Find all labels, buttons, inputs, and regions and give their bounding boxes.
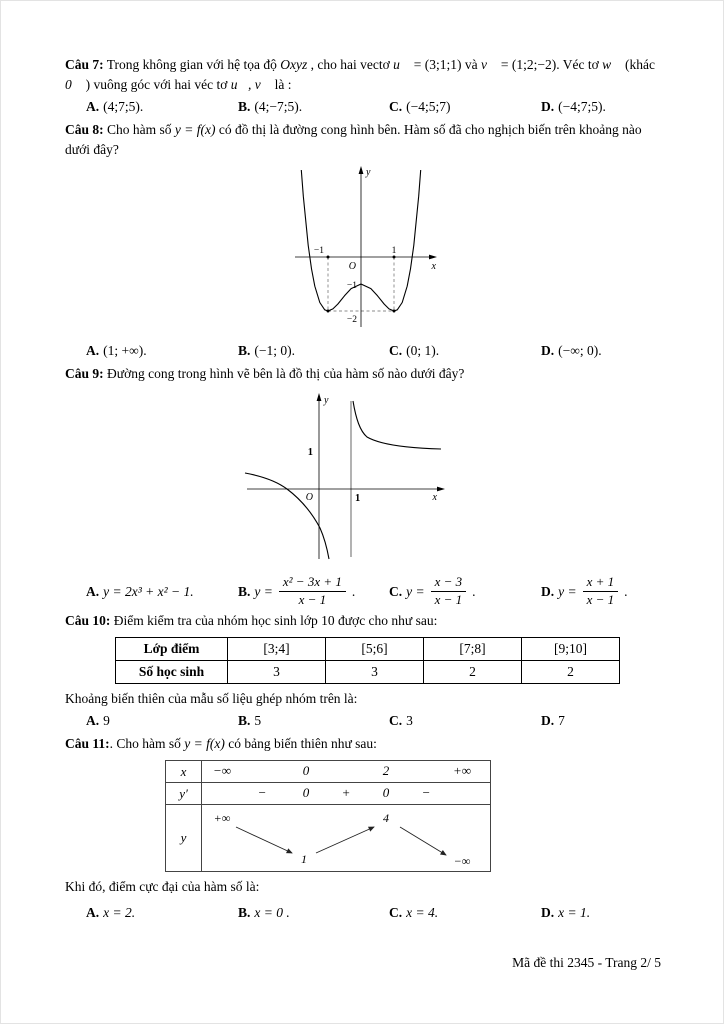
fraction-numerator: x + 1 (583, 575, 619, 592)
q11-option-b (238, 903, 389, 923)
question-11-label: Câu 11: (65, 735, 110, 751)
option-prefix: y = (558, 583, 577, 599)
vt-yprime-label: y′ (166, 783, 202, 804)
option-suffix: . (624, 583, 628, 599)
question-10-options (65, 711, 659, 731)
option-text: x = 2. (103, 905, 136, 921)
q9-seg: Đường cong trong hình vẽ bên là đồ thị của hàm số nào dưới đây? (107, 365, 465, 381)
q10-seg: Điểm kiểm tra của nhóm học sinh lớp 10 được cho như sau: (113, 613, 438, 629)
option-letter: B. (238, 342, 251, 358)
q8-dot (393, 310, 396, 313)
q9-y-axis-label: y (324, 395, 329, 406)
option-letter: C. (389, 905, 403, 921)
q8-y-axis-label: y (366, 167, 371, 179)
q11-option-c (389, 903, 541, 923)
vt-arrow-down-icon (400, 827, 446, 855)
variation-table (165, 760, 491, 872)
q10-score-table (115, 637, 620, 684)
vt-yprime-value: 0 (382, 785, 390, 801)
question-10-text (65, 611, 659, 631)
q8-xtick-1: 1 (391, 246, 397, 257)
question-11 (65, 734, 659, 924)
option-letter: A. (86, 583, 100, 599)
vt-x-row (166, 761, 490, 783)
q11-question-line: Khi đó, điểm cực đại của hàm số là: (65, 879, 260, 895)
option-letter: D. (541, 712, 555, 728)
question-9-text (65, 364, 659, 384)
q7-math-oxyz: Oxyz (280, 57, 308, 72)
question-7-text (65, 55, 659, 96)
q8-y-axis-arrow-icon (359, 166, 364, 174)
q9-figure (241, 387, 659, 573)
option-text: (0; 1). (406, 342, 440, 358)
vt-y-value: +∞ (213, 811, 231, 826)
question-7-label: Câu 7: (65, 57, 104, 72)
option-text: x = 1. (558, 905, 591, 921)
option-text: (4;−7;5). (254, 98, 303, 114)
q11-math-yfx: y = f(x) (184, 735, 225, 751)
q7-vector-zero: 0⃗ (65, 77, 83, 93)
table-cell: [5;6] (326, 638, 424, 661)
fraction (279, 575, 346, 608)
option-letter: B. (238, 712, 251, 728)
vt-x-value: +∞ (452, 763, 472, 779)
option-text: (−1; 0). (254, 342, 295, 358)
q8-figure (289, 162, 659, 338)
vt-yprime-value: − (257, 785, 267, 801)
vt-y-value: −∞ (453, 854, 471, 869)
question-9-label: Câu 9: (65, 365, 104, 381)
q9-curve-left-branch (245, 473, 329, 559)
option-text: x = 0 . (254, 905, 290, 921)
option-letter: B. (238, 98, 251, 114)
option-text: x = 4. (406, 905, 439, 921)
vt-y-label: y (166, 805, 202, 871)
table-cell: [9;10] (522, 638, 620, 661)
vt-yprime-value: − (421, 785, 431, 801)
fraction-numerator: x − 3 (431, 575, 467, 592)
question-11-options (65, 903, 659, 923)
q10-option-d (541, 711, 659, 731)
q9-curve-right-branch (353, 401, 441, 449)
q9-graph (241, 387, 451, 567)
question-7 (65, 55, 659, 117)
option-prefix: y = (406, 583, 425, 599)
option-letter: A. (86, 98, 100, 114)
q8-option-d (541, 341, 659, 361)
fraction-denominator: x − 1 (434, 592, 463, 608)
question-8 (65, 120, 659, 361)
option-prefix: y = (254, 583, 273, 599)
q8-ytick-neg2: −2 (346, 315, 357, 326)
q7-option-d (541, 97, 659, 117)
vt-x-value: 0 (302, 763, 310, 779)
fraction-denominator: x − 1 (298, 592, 327, 608)
q7-option-c (389, 97, 541, 117)
fraction-denominator: x − 1 (586, 592, 615, 608)
vt-yprime-row (166, 783, 490, 805)
q10-option-b (238, 711, 389, 731)
q7-seg: = (1;2;−2). Véc tơ (497, 57, 603, 72)
option-text: y = 2x³ + x² − 1. (103, 583, 194, 599)
question-10 (65, 611, 659, 731)
fraction (583, 575, 619, 608)
q9-option-c (389, 575, 541, 608)
option-suffix: . (472, 583, 476, 599)
vt-x-value: 2 (382, 763, 390, 779)
vt-x-cells (202, 761, 490, 782)
question-11-text (65, 734, 659, 754)
table-row (116, 661, 620, 684)
q11-seg: có bảng biến thiên như sau: (224, 735, 377, 751)
q7-option-a (86, 97, 238, 117)
q8-dot (327, 256, 330, 259)
option-text: 7 (558, 712, 565, 728)
table-cell: 3 (228, 661, 326, 684)
option-text: 5 (254, 712, 262, 728)
option-text: (−∞; 0). (558, 342, 602, 358)
fraction-numerator: x² − 3x + 1 (279, 575, 346, 592)
option-letter: C. (389, 712, 403, 728)
q8-dot (327, 310, 330, 313)
q9-origin-label: O (305, 492, 313, 503)
vt-arrow-down-icon (236, 827, 292, 853)
q7-vector-u: u⃗ (393, 57, 411, 72)
question-8-options (65, 341, 659, 361)
fraction (431, 575, 467, 608)
q7-seg: là : (271, 77, 292, 93)
q8-x-axis-arrow-icon (429, 255, 437, 260)
q9-option-d (541, 575, 659, 608)
q11-option-d (541, 903, 659, 923)
table-cell: [7;8] (424, 638, 522, 661)
q9-x-axis-arrow-icon (437, 487, 445, 492)
q9-y-axis-arrow-icon (317, 393, 322, 401)
q8-origin-label: O (348, 261, 356, 273)
option-text: (−4;5;7) (406, 98, 451, 114)
table-cell: [3;4] (228, 638, 326, 661)
vt-yprime-cells (202, 783, 490, 804)
q9-ytick-1: 1 (307, 447, 313, 458)
q9-option-b (238, 575, 389, 608)
option-letter: D. (541, 98, 555, 114)
option-letter: D. (541, 583, 555, 599)
vt-yprime-value: 0 (302, 785, 310, 801)
q7-option-b (238, 97, 389, 117)
option-text: 3 (406, 712, 413, 728)
table-row (116, 638, 620, 661)
vt-x-value: −∞ (212, 763, 232, 779)
table-cell: Số học sinh (116, 661, 228, 684)
q9-option-a (86, 575, 238, 608)
q10-question-line: Khoảng biến thiên của mẫu số liệu ghép nhóm trên là: (65, 691, 358, 707)
option-letter: A. (86, 905, 100, 921)
q8-graph (289, 162, 439, 332)
question-9 (65, 364, 659, 608)
vt-yprime-value: + (341, 785, 351, 801)
vt-arrow-up-icon (316, 827, 374, 853)
q7-vectors-uv: u⃗, v⃗ (230, 77, 272, 93)
vt-y-cells (202, 805, 490, 871)
q9-xtick-1: 1 (355, 493, 361, 504)
vt-y-diagram (202, 805, 490, 871)
q8-seg: Cho hàm số (107, 121, 175, 137)
option-text: (4;7;5). (103, 98, 144, 114)
option-letter: A. (86, 342, 100, 358)
question-10-label: Câu 10: (65, 613, 111, 629)
question-7-options (65, 97, 659, 117)
option-text: (−4;7;5). (558, 98, 606, 114)
table-cell: 2 (522, 661, 620, 684)
page-footer: Mã đề thi 2345 - Trang 2/ 5 (512, 955, 661, 970)
option-letter: D. (541, 342, 555, 358)
q10-option-c (389, 711, 541, 731)
q7-seg: ) vuông góc với hai véc tơ (82, 77, 231, 93)
vt-x-label: x (166, 761, 202, 782)
q8-seg: có đồ thị là đường cong hình bên. Hàm số đã cho nghịch biến trên khoảng nào dưới đây? (65, 121, 642, 157)
option-letter: B. (238, 583, 251, 599)
question-8-text (65, 120, 659, 161)
vt-y-value: 1 (301, 852, 307, 867)
q8-option-b (238, 341, 389, 361)
table-cell: 2 (424, 661, 522, 684)
q8-x-axis-label: x (431, 261, 436, 273)
q8-ytick-neg1: −1 (346, 281, 357, 292)
option-letter: A. (86, 712, 100, 728)
option-text: 9 (103, 712, 110, 728)
option-letter: B. (238, 905, 251, 921)
q8-xtick-neg1: −1 (313, 246, 324, 257)
option-letter: C. (389, 98, 403, 114)
table-cell: 3 (326, 661, 424, 684)
option-text: (1; +∞). (103, 342, 147, 358)
option-suffix: . (351, 583, 356, 599)
q9-x-axis-label: x (432, 492, 437, 503)
question-8-label: Câu 8: (65, 121, 104, 137)
q7-vector-v: v⃗ (481, 57, 498, 72)
table-cell: Lớp điểm (116, 638, 228, 661)
option-letter: C. (389, 583, 403, 599)
q8-option-c (389, 341, 541, 361)
q8-math-yfx: y = f(x) (174, 121, 216, 137)
q10-option-a (86, 711, 238, 731)
q11-option-a (86, 903, 238, 923)
q8-option-a (86, 341, 238, 361)
q7-seg: = (3;1;1) và (410, 57, 482, 72)
question-9-options (65, 575, 659, 608)
q7-vector-w: w⃗ (602, 57, 622, 72)
q7-seg: Trong không gian với hệ tọa độ (106, 57, 281, 72)
q7-seg: (khác (621, 57, 656, 72)
option-letter: D. (541, 905, 555, 921)
vt-y-row (166, 805, 490, 871)
q7-seg: , cho hai vectơ (307, 57, 394, 72)
vt-y-value: 4 (383, 811, 389, 826)
q11-seg: . Cho hàm số (109, 735, 185, 751)
option-letter: C. (389, 342, 403, 358)
